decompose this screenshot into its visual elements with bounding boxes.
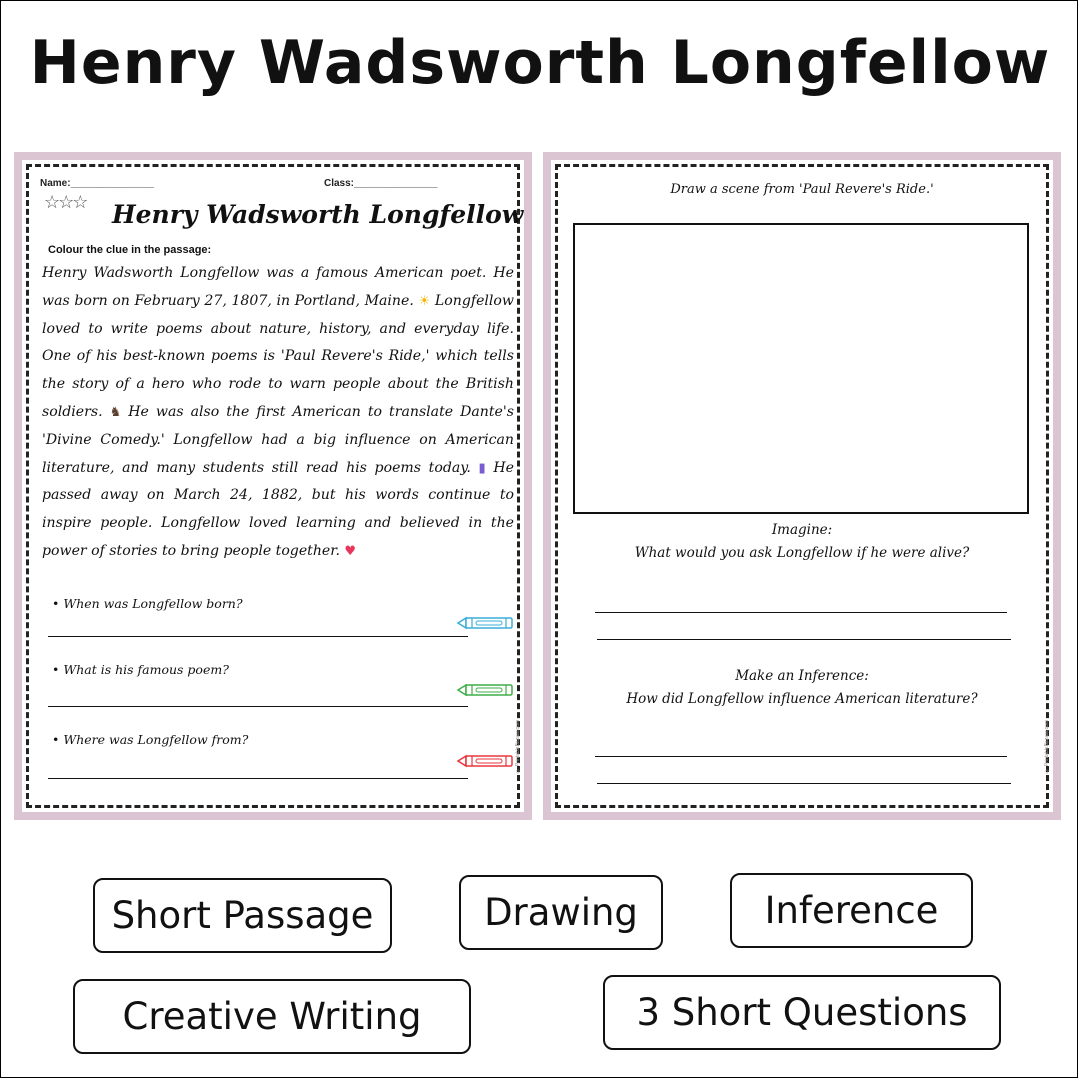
passage-part: He was also the first American to translate Dante's 'Divine Comedy.' Longfellow had a big influence on American literature, and many students still read his poems today.: [42, 403, 514, 476]
tag-short-passage: Short Passage: [93, 878, 392, 953]
books-icon: ▮: [478, 460, 486, 476]
question-2: • What is his famous poem?: [52, 662, 229, 677]
crayon-icon: [456, 615, 516, 631]
answer-line[interactable]: [595, 612, 1007, 613]
tag-3-short-questions: 3 Short Questions: [603, 975, 1001, 1050]
draw-prompt: Draw a scene from 'Paul Revere's Ride.': [670, 182, 934, 197]
worksheet-activity-page: [543, 152, 1061, 820]
crayon-icon: [456, 682, 516, 698]
answer-line[interactable]: [48, 706, 468, 707]
name-field-label: Name:_______________: [40, 178, 154, 189]
paper: [551, 160, 1053, 812]
answer-line[interactable]: [597, 783, 1011, 784]
heart-icon: ♥: [344, 543, 357, 559]
worksheet-passage-page: [14, 152, 532, 820]
question-3: • Where was Longfellow from?: [52, 732, 249, 747]
answer-line[interactable]: [597, 639, 1011, 640]
rating-stars-icon: ☆☆☆: [44, 192, 87, 212]
answer-line[interactable]: [48, 636, 468, 637]
paper: [22, 160, 524, 812]
class-field-label: Class:_______________: [324, 178, 438, 189]
inference-question: How did Longfellow influence American literature?: [626, 691, 978, 707]
passage-text: [42, 260, 514, 566]
inference-label: Make an Inference:: [735, 668, 869, 684]
answer-line[interactable]: [595, 756, 1007, 757]
copyright-text: © PrintableBazaar.com: [515, 720, 521, 774]
passage-part: Henry Wadsworth Longfellow was a famous American poet. He was born on February 27, 1807, in Portland, Maine.: [42, 265, 514, 309]
imagine-label: Imagine:: [771, 522, 833, 538]
answer-line[interactable]: [48, 778, 468, 779]
copyright-text: © PrintableBazaar.com: [1044, 720, 1050, 774]
instruction-text: Colour the clue in the passage:: [48, 244, 212, 256]
imagine-question: What would you ask Longfellow if he were alive?: [634, 545, 970, 561]
worksheet-title: Henry Wadsworth Longfellow: [112, 200, 524, 229]
horse-icon: ♞: [109, 404, 122, 420]
main-title: Henry Wadsworth Longfellow: [29, 28, 1051, 98]
question-1: • When was Longfellow born?: [52, 596, 243, 611]
tag-inference: Inference: [730, 873, 973, 948]
drawing-box[interactable]: [573, 223, 1029, 514]
crayon-icon: [456, 753, 516, 769]
tag-drawing: Drawing: [459, 875, 663, 950]
sun-icon: ☀: [418, 293, 431, 309]
tag-creative-writing: Creative Writing: [73, 979, 471, 1054]
passage-part: He passed away on March 24, 1882, but his words continue to inspire people. Longfellow loved learning and believed in the power of stories to bring people together.: [42, 459, 514, 559]
passage-part: Longfellow loved to write poems about nature, history, and everyday life. One of his best-known poems is 'Paul Revere's Ride,' which tells the story of a hero who rode to warn people about the British soldiers.: [42, 292, 514, 420]
